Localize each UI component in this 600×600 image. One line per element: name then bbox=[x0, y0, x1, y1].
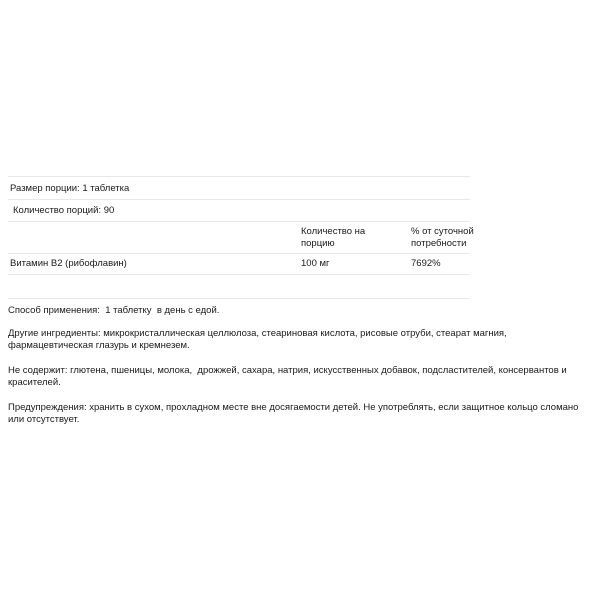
product-notes bbox=[8, 305, 588, 439]
servings-per-container-row bbox=[8, 199, 470, 221]
table-empty-row bbox=[8, 274, 470, 299]
amount-per-serving-header-line2: порцию bbox=[301, 238, 335, 249]
other-ingredients-text: Другие ингредиенты: микрокристаллическая целлюлоза, стеариновая кислота, рисовые отруби, стеарат магния, фармацевтическая глазурь и кремнезем. bbox=[8, 327, 510, 351]
serving-size-row bbox=[8, 176, 470, 199]
nutrient-daily-value: 7692% bbox=[411, 258, 441, 269]
table-header-row bbox=[8, 221, 474, 253]
warnings-text: Предупреждения: хранить в сухом, прохладном месте вне досягаемости детей. Не употреблять, если защитное кольцо сломано или отсутствует. bbox=[8, 401, 582, 425]
servings-per-container-text: Количество порций: 90 bbox=[13, 205, 115, 216]
daily-value-header-line2: потребности bbox=[411, 238, 467, 249]
does-not-contain-text: Не содержит: глютена, пшеницы, молока, дрожжей, сахара, натрия, искусственных добавок, подсластителей, консервантов и красителей. bbox=[8, 364, 570, 388]
serving-size-text: Размер порции: 1 таблетка bbox=[10, 183, 130, 194]
daily-value-header-line1: % от суточной bbox=[411, 226, 474, 237]
amount-per-serving-header-line1: Количество на bbox=[301, 226, 366, 237]
nutrient-name: Витамин B2 (рибофлавин) bbox=[10, 258, 127, 269]
directions-text: Способ применения: 1 таблетку в день с едой. bbox=[8, 305, 220, 316]
table-row bbox=[8, 253, 470, 274]
nutrient-amount: 100 мг bbox=[301, 258, 330, 269]
supplement-facts-table bbox=[8, 176, 474, 299]
